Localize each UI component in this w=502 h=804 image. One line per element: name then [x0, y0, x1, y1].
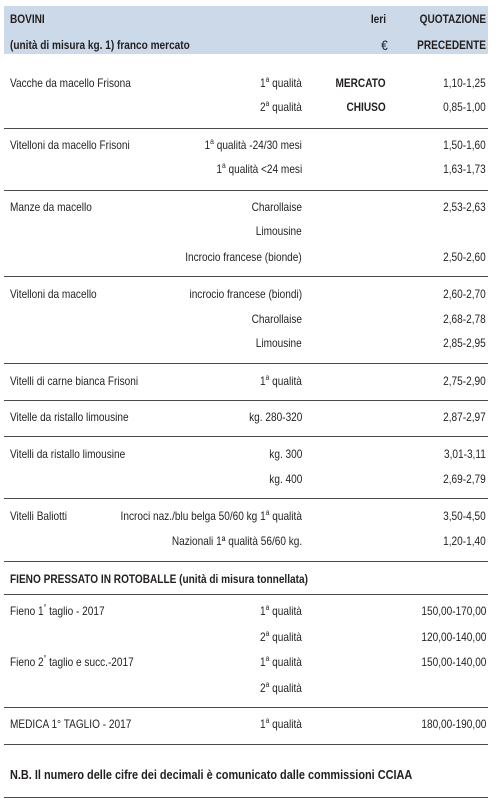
- quality-label: 1$^a$ qualità: [260, 654, 302, 669]
- row-label-fieno-1: Fieno 1° taglio - 2017: [10, 603, 105, 618]
- price-value: 1,50-1,60: [443, 138, 486, 152]
- price-value: 3,01-3,11: [444, 447, 486, 461]
- row-label-manze: Manze da macello: [10, 200, 92, 214]
- breed-label: Limousine: [256, 336, 302, 350]
- column-header-quotazione: QUOTAZIONE: [419, 12, 486, 26]
- price-value: 1,63-1,73: [443, 162, 486, 176]
- row-divider: [4, 400, 488, 401]
- weight-label: kg. 300: [268, 447, 302, 461]
- price-value: 120,00-140,00: [420, 630, 486, 644]
- breed-label: Charollaise: [251, 312, 302, 326]
- quality-label: Incroci naz./blu belga 50/60 kg 1$^a$ qualità: [120, 508, 302, 523]
- price-value: 180,00-190,00: [420, 717, 486, 731]
- weight-label: kg. 400: [268, 472, 302, 486]
- price-value: 2,60-2,70: [443, 287, 486, 301]
- row-divider: [4, 436, 488, 437]
- column-header-precedente: PRECEDENTE: [417, 38, 486, 52]
- quality-label: 1$^a$ qualità: [260, 603, 302, 618]
- price-value: 2,87-2,97: [443, 410, 486, 424]
- price-value: 3,50-4,50: [443, 509, 486, 523]
- row-divider: [4, 498, 488, 499]
- quality-label: 2$^a$ qualità: [260, 680, 302, 695]
- quality-label: 1$^a$ qualità: [260, 716, 302, 731]
- row-divider: [4, 363, 488, 364]
- breed-label: Charollaise: [251, 200, 302, 214]
- quality-label: 1$^a$ qualità -24/30 mesi: [204, 137, 302, 152]
- section-divider: [4, 744, 488, 745]
- row-label-vitelli-ristallo: Vitelli da ristallo limousine: [10, 447, 126, 461]
- price-value: 150,00-170,00: [420, 604, 486, 618]
- row-label-vitelli-carne-bianca: Vitelli di carne bianca Frisoni: [10, 374, 139, 388]
- breed-label: Limousine: [256, 224, 302, 238]
- breed-label: incrocio francese (biondi): [189, 287, 302, 301]
- price-value: 1,20-1,40: [443, 534, 486, 548]
- column-header-ieri: Ieri: [370, 12, 386, 26]
- price-value: 2,69-2,79: [443, 472, 486, 486]
- price-value: 2,50-2,60: [443, 250, 486, 264]
- quality-label: 1$^a$ qualità <24 mesi: [216, 161, 302, 176]
- section-title-bovini: BOVINI: [10, 12, 45, 26]
- row-label-vacche: Vacche da macello Frisona: [10, 76, 131, 90]
- row-label-fieno-2: Fieno 2° taglio e succ.-2017: [10, 654, 134, 669]
- price-value: 150,00-140,00: [420, 655, 486, 669]
- row-divider: [4, 594, 488, 595]
- market-status: CHIUSO: [346, 100, 386, 114]
- weight-label: kg. 280-320: [248, 410, 302, 424]
- section-divider: [4, 561, 488, 562]
- price-value: 2,53-2,63: [443, 200, 486, 214]
- price-value: 0,85-1,00: [443, 100, 486, 114]
- breed-label: Incrocio francese (bionde): [185, 250, 302, 264]
- row-label-vitelloni-frisoni: Vitelloni da macello Frisoni: [10, 138, 130, 152]
- market-status: MERCATO: [335, 76, 386, 90]
- quality-label: 1$^a$ qualità: [260, 75, 302, 90]
- row-label-medica: MEDICA 1° TAGLIO - 2017: [10, 717, 132, 731]
- quality-label: Nazionali 1ª qualità 56/60 kg.: [171, 534, 302, 548]
- row-divider: [4, 707, 488, 708]
- row-label-vitelle-ristallo: Vitelle da ristallo limousine: [10, 410, 129, 424]
- currency-symbol: €: [381, 37, 388, 53]
- row-divider: [4, 276, 488, 277]
- price-value: 2,68-2,78: [443, 312, 486, 326]
- footnote: N.B. Il numero delle cifre dei decimali è comunicato dalle commissioni CCIAA: [10, 767, 413, 782]
- row-divider: [4, 190, 488, 191]
- quality-label: 2$^a$ qualità: [260, 99, 302, 114]
- row-label-vitelloni: Vitelloni da macello: [10, 287, 97, 301]
- quality-label: 1$^a$ qualità: [260, 373, 302, 388]
- section-title-fieno: FIENO PRESSATO IN ROTOBALLE (unità di misura tonnellata): [10, 572, 308, 586]
- price-value: 2,75-2,90: [443, 374, 486, 388]
- price-value: 2,85-2,95: [443, 336, 486, 350]
- row-divider: [4, 128, 488, 129]
- row-label-baliotti: Vitelli Baliotti: [10, 509, 67, 523]
- unit-note: (unità di misura kg. 1) franco mercato: [10, 38, 190, 52]
- bottom-rule: [4, 797, 488, 798]
- quality-label: 2$^a$ qualità: [260, 629, 302, 644]
- price-value: 1,10-1,25: [443, 76, 486, 90]
